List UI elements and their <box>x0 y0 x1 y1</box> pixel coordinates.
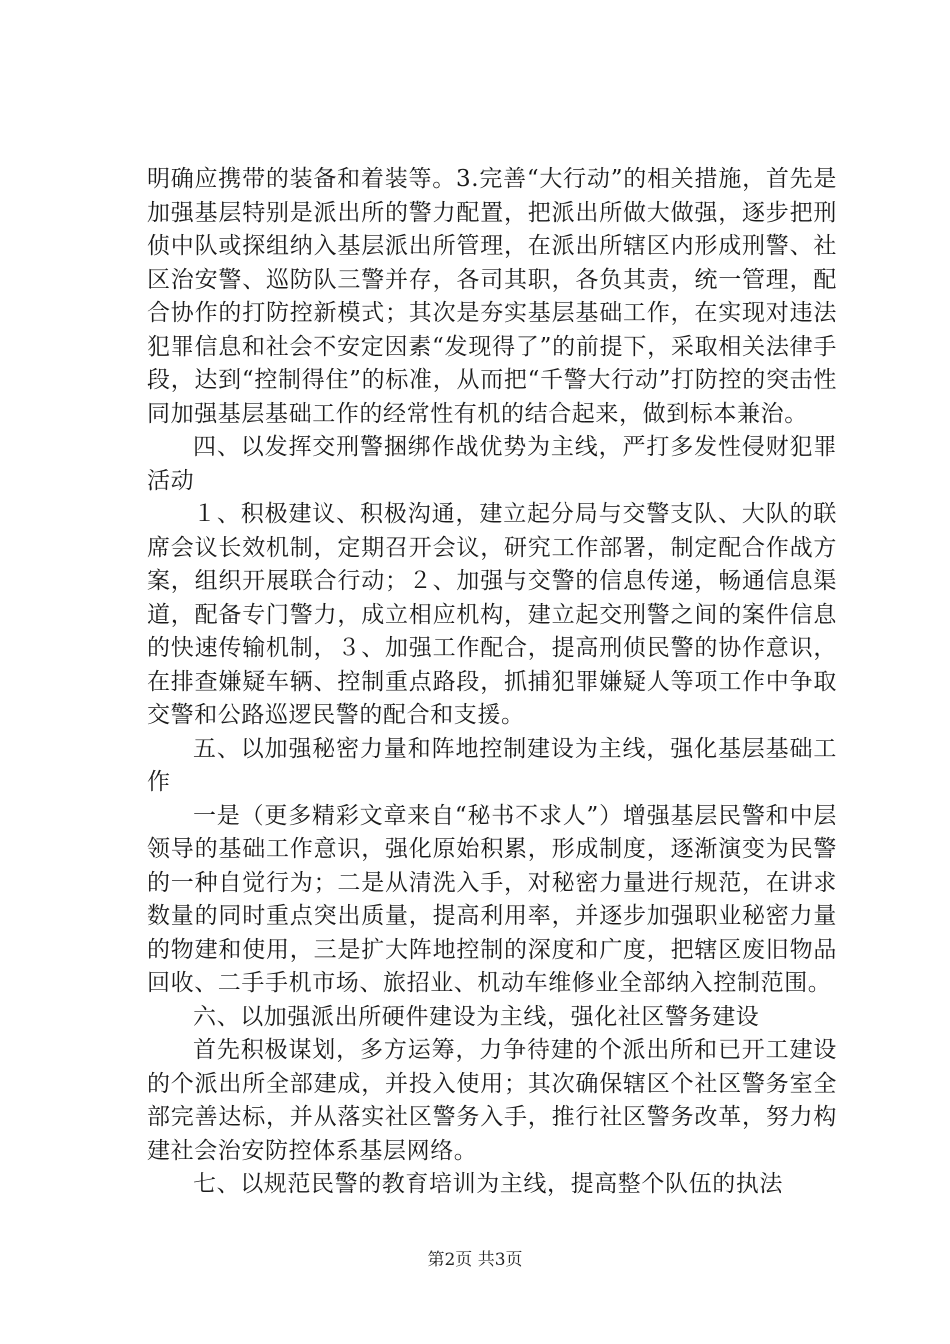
section-heading-five: 五、以加强秘密力量和阵地控制建设为主线，强化基层基础工作 <box>147 735 837 795</box>
section-heading-four: 四、以发挥交刑警捆绑作战优势为主线，严打多发性侵财犯罪活动 <box>147 434 837 494</box>
paragraph-section-six: 首先积极谋划，多方运筹，力争待建的个派出所和已开工建设的个派出所全部建成，并投入使用；其次确保辖区个社区警务室全部完善达标，并从落实社区警务入手，推行社区警务改革，努力构建社会治安防控体系基层网络。 <box>147 1037 837 1164</box>
section-heading-seven: 七、以规范民警的教育培训为主线，提高整个队伍的执法 <box>193 1171 783 1197</box>
section-heading-six: 六、以加强派出所硬件建设为主线，强化社区警务建设 <box>193 1003 760 1030</box>
page-number-footer: 第2页 共3页 <box>427 1250 523 1270</box>
paragraph-continuation: 明确应携带的装备和着装等。3.完善“大行动”的相关措施，首先是加强基层特别是派出所的警力配置，把派出所做大做强，逐步把刑侦中队或探组纳入基层派出所管理，在派出所辖区内形成刑警、社区治安警、巡防队三警并存，各司其职，各负其责，统一管理，配合协作的打防控新模式；其次是夯实基层基础工作，在实现对违法犯罪信息和社会不安定因素“发现得了”的前提下，采取相关法律手段，达到“控制得住”的标准，从而把“千警大行动”打防控的突击性同加强基层基础工作的经常性有机的结合起来，做到标本兼治。 <box>147 166 837 427</box>
paragraph-section-four: １、积极建议、积极沟通，建立起分局与交警支队、大队的联席会议长效机制，定期召开会议，研究工作部署，制定配合作战方案，组织开展联合行动；２、加强与交警的信息传递，畅通信息渠道，配备专门警力，成立相应机构，建立起交刑警之间的案件信息的快速传输机制，３、加强工作配合，提高刑侦民警的协作意识，在排查嫌疑车辆、控制重点路段，抓捕犯罪嫌疑人等项工作中争取交警和公路巡逻民警的配合和支援。 <box>147 501 837 728</box>
paragraph-section-five: 一是（更多精彩文章来自“秘书不求人”）增强基层民警和中层领导的基础工作意识，强化原始积累，形成制度，逐渐演变为民警的一种自觉行为；二是从清洗入手，对秘密力量进行规范，在讲求数量的同时重点突出质量，提高利用率，并逐步加强职业秘密力量的物建和使用，三是扩大阵地控制的深度和广度，把辖区废旧物品回收、二手手机市场、旅招业、机动车维修业全部纳入控制范围。 <box>147 802 837 996</box>
document-body <box>147 163 837 1202</box>
